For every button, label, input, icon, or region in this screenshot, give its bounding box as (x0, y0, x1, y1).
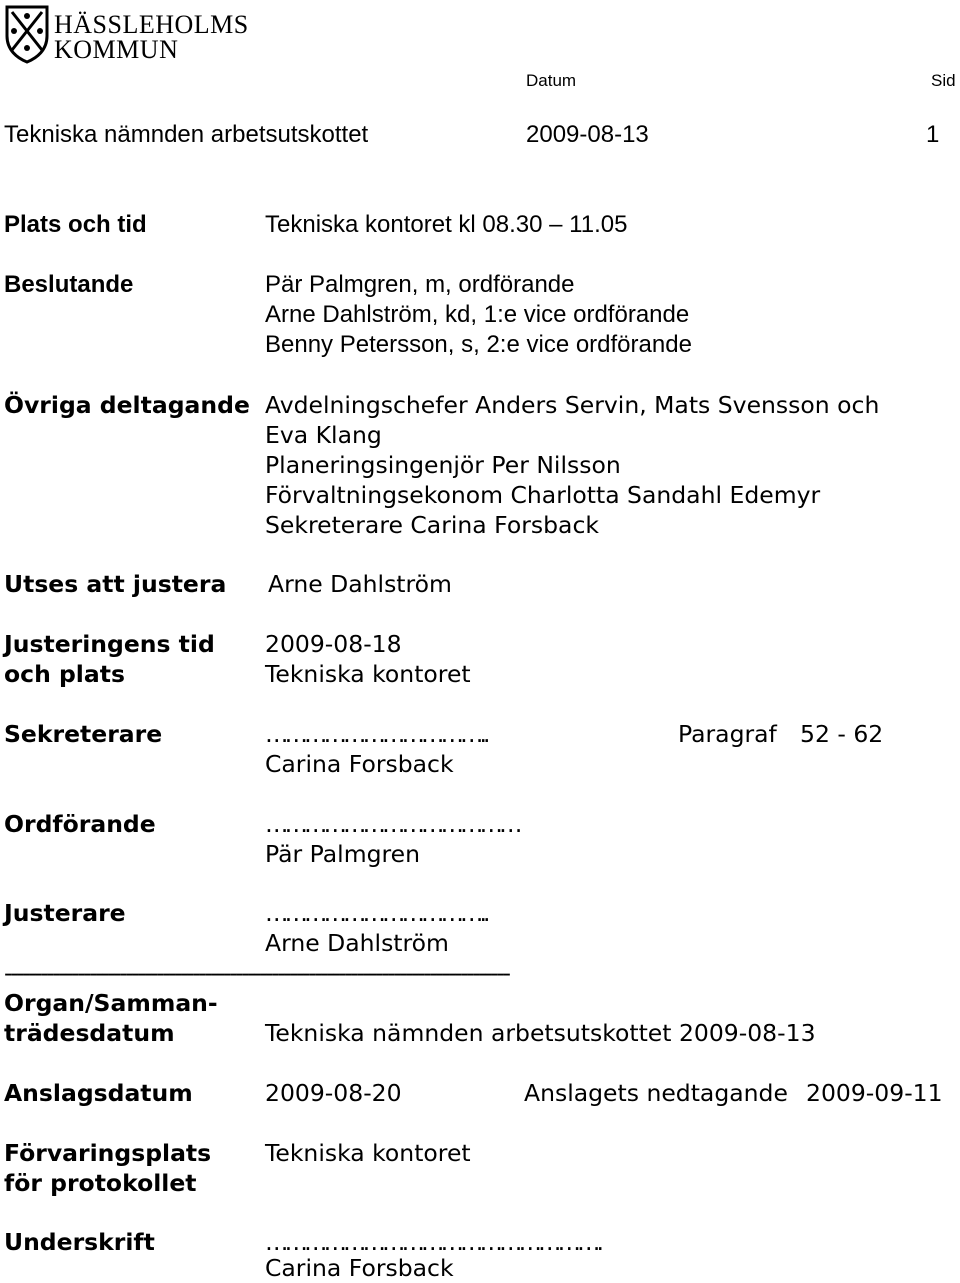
page-number: 1 (926, 121, 940, 148)
adjuster-assign-label: Utses att justera (4, 570, 227, 598)
organ-value: Tekniska nämnden arbetsutskottet 2009-08-13 (265, 1019, 816, 1047)
place-label: Plats och tid (4, 211, 147, 238)
other-participant: Förvaltningsekonom Charlotta Sandahl Edemyr (265, 481, 821, 509)
adjust-place: Tekniska kontoret (265, 660, 471, 688)
adjuster-signature-line: …………………………….. (265, 899, 487, 927)
adjust-time-value (265, 629, 471, 689)
deciding-member: Benny Petersson, s, 2:e vice ordförande (265, 331, 692, 358)
adjust-time-label: Justeringens tid och plats (4, 630, 215, 688)
adjuster-assign-value: Arne Dahlström (268, 570, 452, 598)
posted-label: Anslagsdatum (4, 1079, 193, 1107)
organ-label: Organ/Samman- trädesdatum (4, 989, 218, 1047)
secretary-signature-line: …………………………….. (265, 720, 487, 748)
adjust-date: 2009-08-18 (265, 630, 402, 658)
deciding-member: Arne Dahlström, kd, 1:e vice ordförande (265, 301, 690, 328)
logo-wordmark (54, 12, 249, 62)
committee-name: Tekniska nämnden arbetsutskottet (4, 121, 369, 148)
signature-line: ……………………………………………. (265, 1228, 600, 1256)
storage-value: Tekniska kontoret (265, 1139, 471, 1167)
paragraph-range: 52 - 62 (800, 720, 884, 748)
removal-date: 2009-09-11 (806, 1079, 943, 1107)
storage-label: Förvaringsplats för protokollet (4, 1139, 212, 1197)
adjuster-name: Arne Dahlström (265, 929, 449, 957)
other-participant: Sekreterare Carina Forsback (265, 511, 599, 539)
municipality-logo (4, 4, 50, 64)
deciding-list (265, 270, 692, 360)
signature-label: Underskrift (4, 1228, 155, 1256)
coat-of-arms-icon (4, 4, 50, 64)
deciding-label: Beslutande (4, 271, 134, 298)
org-name-line1: HÄSSLEHOLMS (54, 10, 249, 39)
other-participant: Eva Klang (265, 421, 382, 449)
dashed-separator: ----------------------------------------------------------------------------------- (4, 959, 509, 987)
adjuster-label: Justerare (4, 899, 126, 927)
date-column-label: Datum (526, 71, 577, 90)
removal-label: Anslagets nedtagande (524, 1079, 788, 1107)
posted-date: 2009-08-20 (265, 1079, 402, 1107)
signature-name: Carina Forsback (265, 1254, 454, 1282)
others-list (265, 390, 879, 540)
paragraph-label: Paragraf (678, 720, 777, 748)
chair-name: Pär Palmgren (265, 840, 420, 868)
meeting-date: 2009-08-13 (526, 121, 649, 148)
page-column-label: Sid (931, 71, 956, 90)
chair-signature-line: ………………………………… (265, 810, 519, 838)
org-name-line2: KOMMUN (54, 35, 179, 64)
others-label: Övriga deltagande (4, 391, 250, 419)
deciding-member: Pär Palmgren, m, ordförande (265, 271, 575, 298)
other-participant: Avdelningschefer Anders Servin, Mats Svensson och (265, 391, 880, 419)
secretary-name: Carina Forsback (265, 750, 454, 778)
secretary-label: Sekreterare (4, 720, 163, 748)
other-participant: Planeringsingenjör Per Nilsson (265, 451, 621, 479)
chair-label: Ordförande (4, 810, 156, 838)
place-value: Tekniska kontoret kl 08.30 – 11.05 (265, 211, 628, 238)
